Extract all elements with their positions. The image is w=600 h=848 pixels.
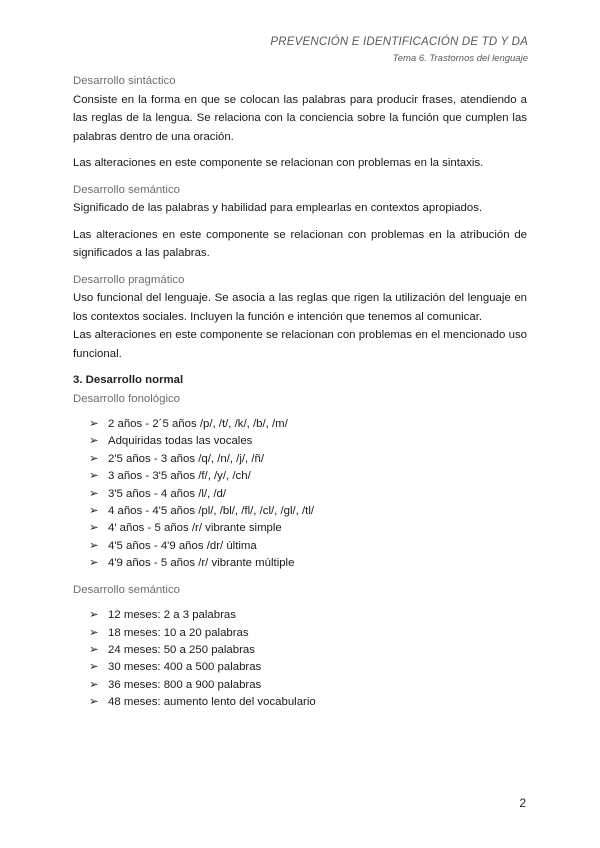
list-item [89,659,527,676]
list-item [89,607,527,624]
list-item [89,451,527,468]
list-item [89,625,527,642]
list-item [89,416,527,433]
list-item [89,520,527,537]
fonologico-list [73,416,527,573]
arrow-bullet-icon: ➢ [89,643,99,656]
arrow-bullet-icon: ➢ [89,678,99,691]
list-item-text: 4'5 años - 4'9 años /dr/ última [108,539,257,552]
arrow-bullet-icon: ➢ [89,418,99,430]
list-item-text: 30 meses: 400 a 500 palabras [108,661,262,674]
list-item-text: 4'9 años - 5 años /r/ vibrante múltiple [108,557,295,570]
list-item-text: 24 meses: 50 a 250 palabras [108,643,255,656]
semantico-list [73,607,527,711]
list-item-text: 48 meses: aumento lento del vocabulario [108,696,316,709]
arrow-bullet-icon: ➢ [89,626,99,639]
paragraph: Las alteraciones en este componente se relacionan con problemas en la sintaxis. [73,157,484,169]
arrow-bullet-icon: ➢ [89,452,99,465]
page-number: 2 [519,796,526,810]
list-item [89,694,527,711]
list-item-text: 18 meses: 10 a 20 palabras [108,626,249,639]
list-item-text: 4' años - 5 años /r/ vibrante simple [108,522,282,535]
header-subtitle: Tema 6. Trastornos del lenguaje [392,53,528,64]
paragraph: Las alteraciones en este componente se relacionan con problemas en la atribución de significados a las palabras. [73,228,527,259]
list-item [89,503,527,520]
list-item [89,677,527,694]
list-item [89,642,527,659]
list-item [89,538,527,555]
arrow-bullet-icon: ➢ [89,557,99,570]
list-item [89,468,527,485]
list-item-text: 3'5 años - 4 años /l/, /d/ [108,487,227,500]
page-header [270,36,528,64]
paragraph: Las alteraciones en este componente se relacionan con problemas en el mencionado uso funcional. [73,329,527,360]
list-item-text: 3 años - 3'5 años /f/, /y/, /ch/ [108,470,251,483]
list-item-text: Adquiridas todas las vocales [108,435,253,448]
paragraph: Uso funcional del lenguaje. Se asocia a las reglas que rigen la utilización del lenguaje en los contextos sociales. Incluyen la función e intención que tenemos al comunicar. [73,292,527,323]
page-content [73,72,527,712]
list-item-text: 36 meses: 800 a 900 palabras [108,678,262,691]
paragraph: Consiste en la forma en que se colocan las palabras para producir frases, atendiendo a las reglas de la lengua. Se relaciona con la conciencia sobre la función que cumplen las palabras dentro de una oración. [73,93,527,143]
arrow-bullet-icon: ➢ [89,609,99,622]
arrow-bullet-icon: ➢ [89,539,99,552]
section-heading-pragmatico: Desarrollo pragmático [73,273,185,286]
paragraph: Significado de las palabras y habilidad para emplearlas en contextos apropiados. [73,202,483,214]
list-item [89,486,527,503]
list-item-text: 2'5 años - 3 años /q/, /n/, /j/, /ñ/ [108,452,265,465]
section-heading-semantico-normal: Desarrollo semántico [73,583,180,596]
arrow-bullet-icon: ➢ [89,522,99,535]
list-item [89,433,527,450]
arrow-bullet-icon: ➢ [89,661,99,674]
list-item [89,555,527,572]
arrow-bullet-icon: ➢ [89,470,99,483]
section-heading-semantico: Desarrollo semántico [73,183,180,196]
arrow-bullet-icon: ➢ [89,505,99,518]
arrow-bullet-icon: ➢ [89,435,99,448]
arrow-bullet-icon: ➢ [89,487,99,500]
list-item-text: 2 años - 2´5 años /p/, /t/, /k/, /b/, /m/ [108,418,288,430]
arrow-bullet-icon: ➢ [89,696,99,709]
list-item-text: 12 meses: 2 a 3 palabras [108,609,236,622]
section-heading-sintactico: Desarrollo sintáctico [73,75,176,87]
list-item-text: 4 años - 4'5 años /pl/, /bl/, /fl/, /cl/, /gl/, /tl/ [108,505,315,518]
section-heading-fonologico: Desarrollo fonológico [73,392,181,405]
header-title: PREVENCIÓN E IDENTIFICACIÓN DE TD Y DA [270,36,528,48]
section-title-desarrollo-normal: 3. Desarrollo normal [73,374,184,386]
